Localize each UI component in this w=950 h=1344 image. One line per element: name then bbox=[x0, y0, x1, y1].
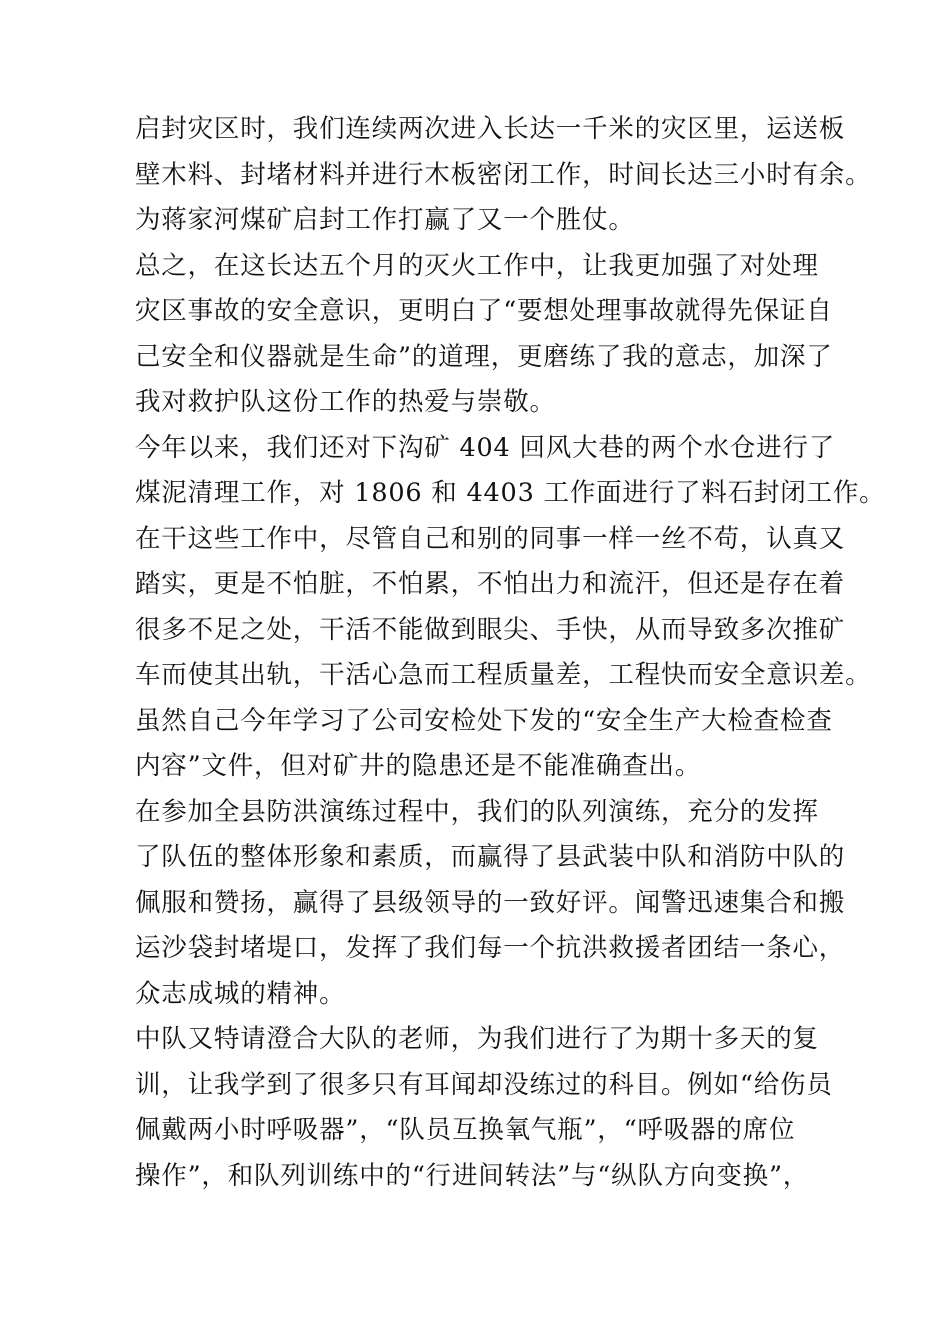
text-line: 踏实，更是不怕脏，不怕累，不怕出力和流汗，但还是存在着 bbox=[135, 569, 846, 599]
text-line: 煤泥清理工作，对 1806 和 4403 工作面进行了料石封闭工作。 bbox=[135, 478, 886, 508]
text-line: 今年以来，我们还对下沟矿 404 回风大巷的两个水仓进行了 bbox=[135, 432, 836, 463]
text-line: 虽然自己今年学习了公司安检处下发的“安全生产大检查检查 bbox=[135, 705, 833, 736]
text-line: 运沙袋封堵堤口，发挥了我们每一个抗洪救援者团结一条心， bbox=[135, 933, 846, 963]
text-line: 在参加全县防洪演练过程中，我们的队列演练，充分的发挥 bbox=[135, 796, 819, 827]
text-line: 壁木料、封堵材料并进行木板密闭工作，时间长达三小时有余。 bbox=[135, 159, 872, 190]
text-line: 训，让我学到了很多只有耳闻却没练过的科目。例如“给伤员 bbox=[135, 1069, 833, 1100]
text-line: 内容”文件，但对矿井的隐患还是不能准确查出。 bbox=[135, 751, 702, 781]
text-line: 我对救护队这份工作的热爱与崇敬。 bbox=[135, 387, 556, 417]
text-line: 启封灾区时，我们连续两次进入长达一千米的灾区里，运送板 bbox=[135, 114, 846, 144]
text-line: 操作”，和队列训练中的“行进间转法”与“纵队方向变换”， bbox=[135, 1160, 810, 1191]
text-line: 灾区事故的安全意识，更明白了“要想处理事故就得先保证自 bbox=[135, 296, 833, 326]
text-line: 众志成城的精神。 bbox=[135, 978, 346, 1009]
text-line: 在干这些工作中，尽管自己和别的同事一样一丝不苟，认真又 bbox=[135, 523, 846, 554]
text-line: 为蒋家河煤矿启封工作打赢了又一个胜仗。 bbox=[135, 205, 635, 235]
text-line: 佩服和赞扬，赢得了县级领导的一致好评。闻警迅速集合和搬 bbox=[135, 887, 846, 918]
text-line: 很多不足之处，干活不能做到眼尖、手快，从而导致多次推矿 bbox=[135, 614, 846, 645]
document-body bbox=[135, 107, 886, 1199]
text-line: 车而使其出轨，干活心急而工程质量差，工程快而安全意识差。 bbox=[135, 660, 872, 690]
text-line: 了队伍的整体形象和素质，而赢得了县武装中队和消防中队的 bbox=[135, 842, 846, 872]
text-line: 总之，在这长达五个月的灭火工作中，让我更加强了对处理 bbox=[135, 250, 819, 281]
text-line: 中队又特请澄合大队的老师，为我们进行了为期十多天的复 bbox=[135, 1024, 819, 1054]
text-line: 佩戴两小时呼吸器”，“队员互换氧气瓶”，“呼吸器的席位 bbox=[135, 1115, 796, 1145]
text-line: 己安全和仪器就是生命”的道理，更磨练了我的意志，加深了 bbox=[135, 341, 833, 372]
